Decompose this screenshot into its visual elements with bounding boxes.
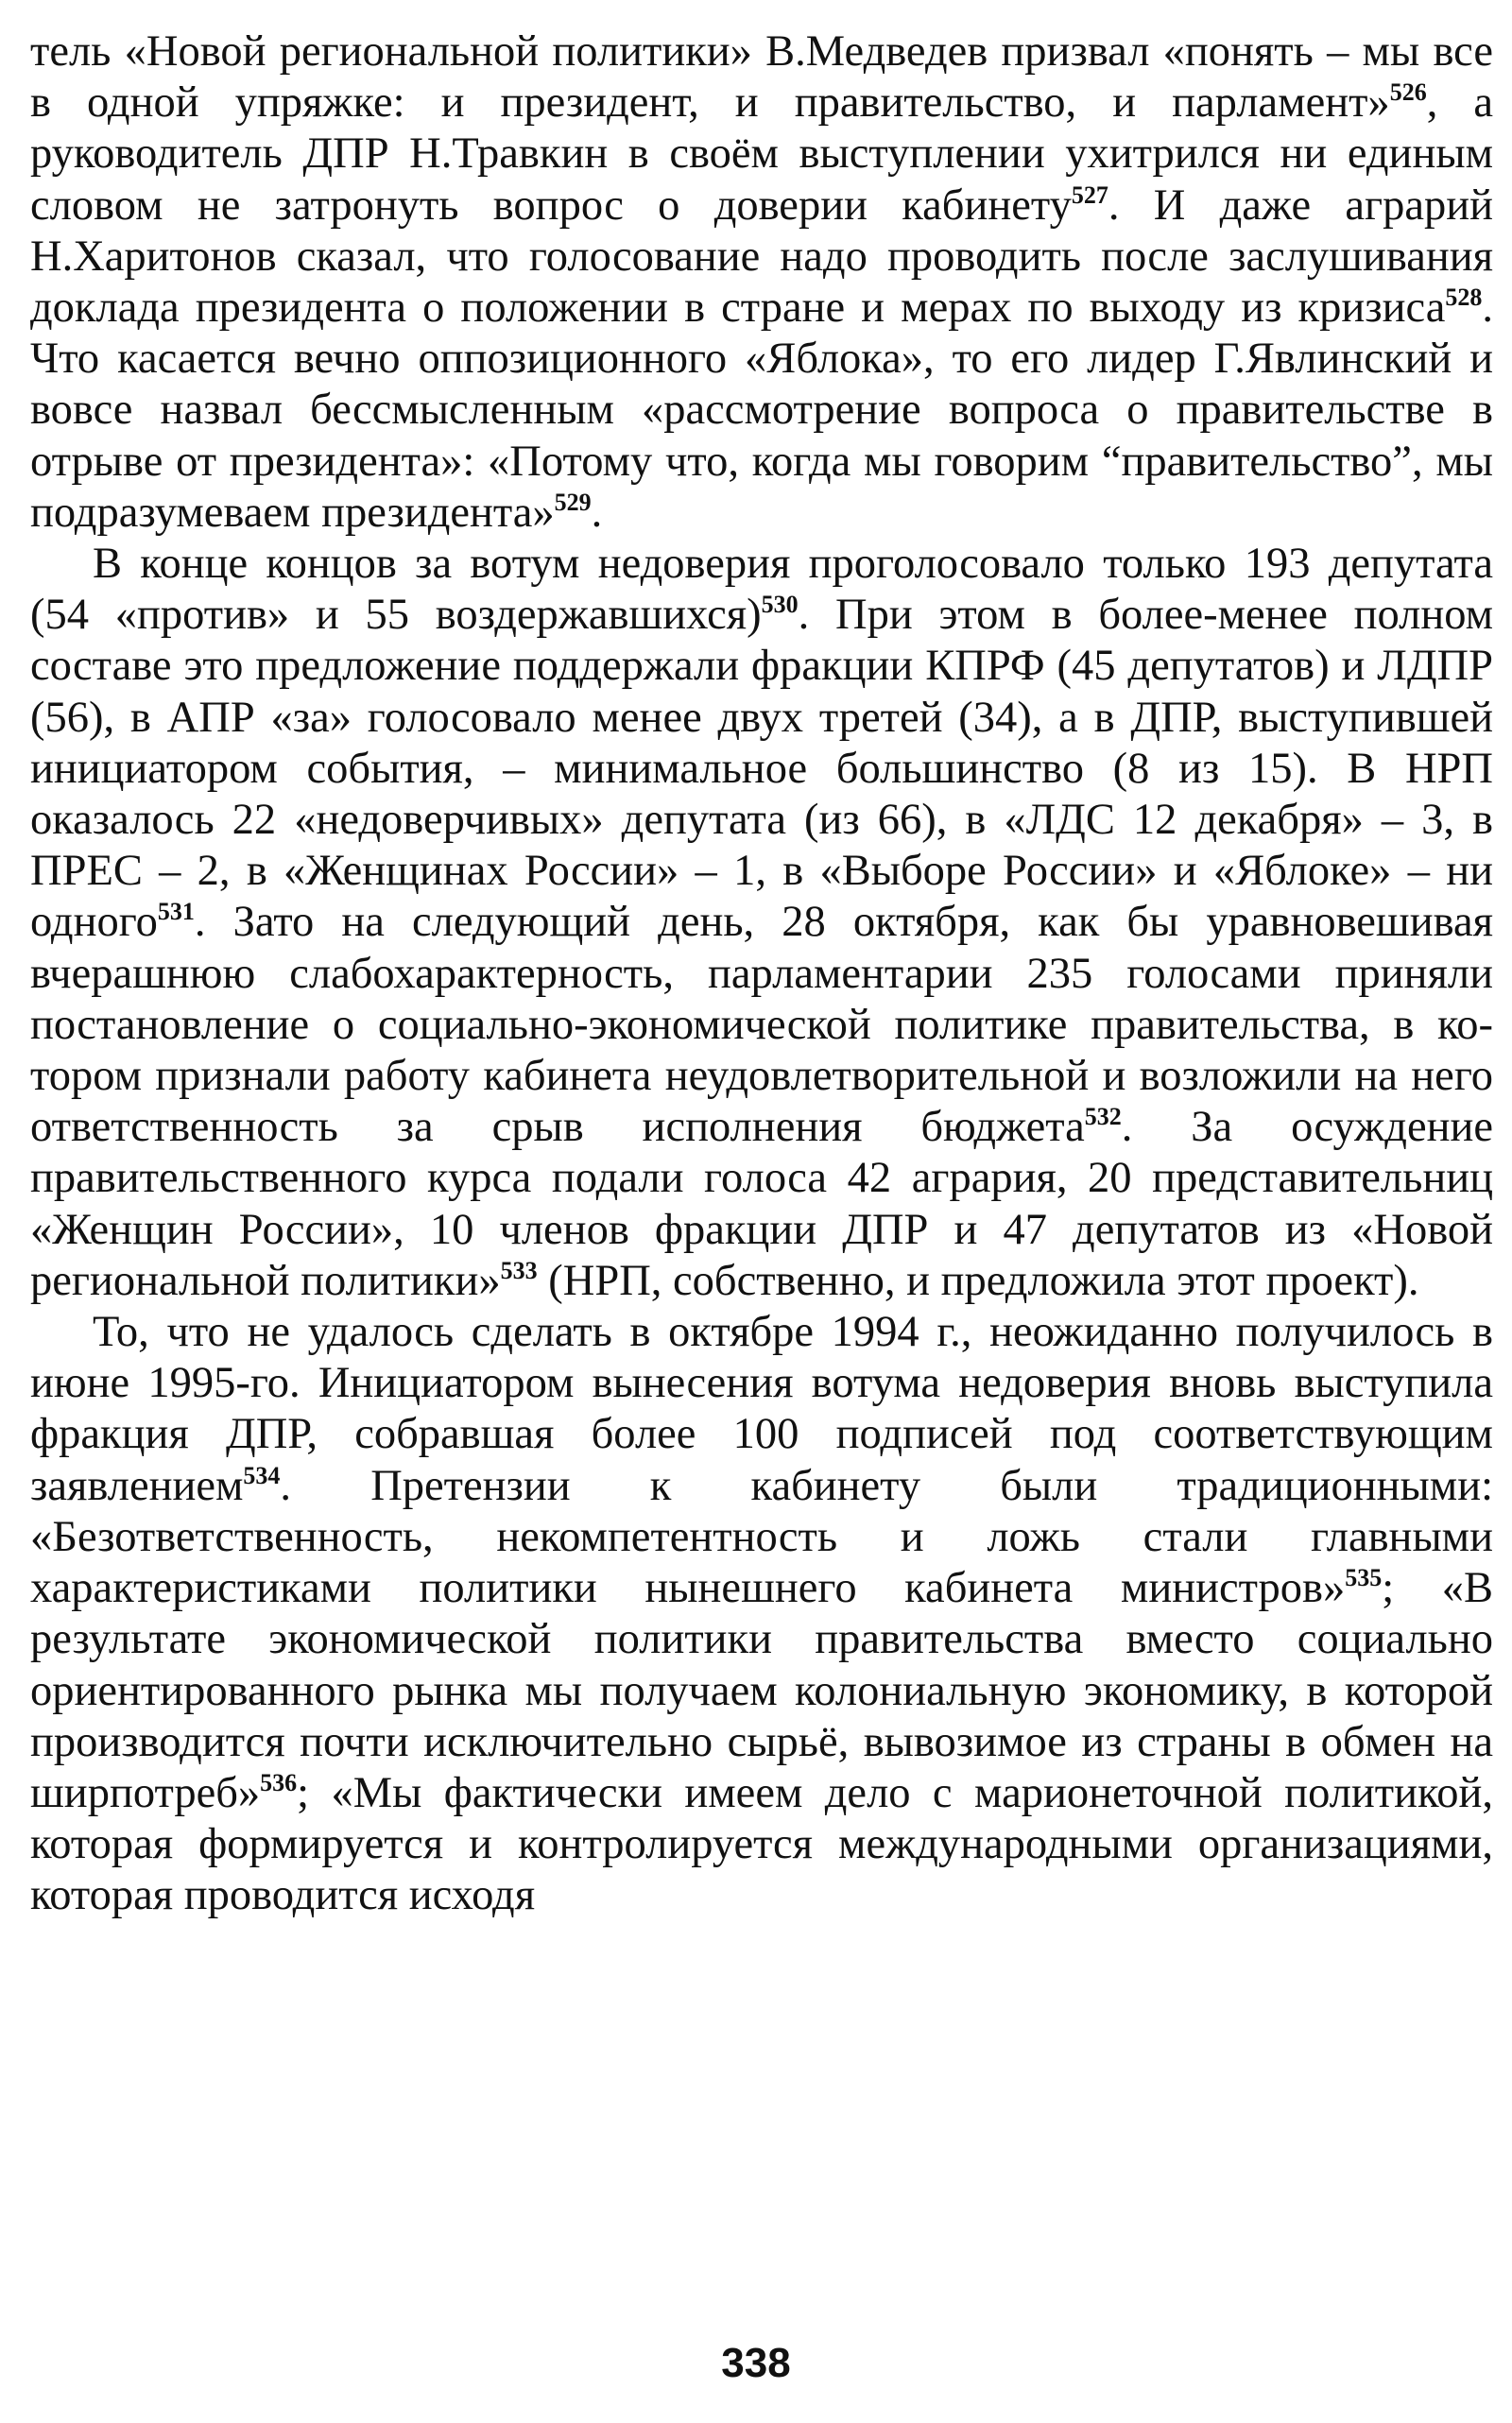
text-run: То, что не удалось сделать в октябре 1994 г., неожиданно получилось в июне 1995-го. Инициатором вынесения вотума недоверия вновь выступила фракция ДПР, собравшая более 100 подписей под соответствующим заявлением — [30, 1308, 1493, 1510]
text-run: ; «Мы фактически имеем дело с марионеточной политикой, которая формируется и контролируется международными организациями, которая проводится исходя — [30, 1768, 1493, 1920]
paragraph-2 — [30, 539, 1493, 1307]
page-body — [30, 26, 1493, 1922]
footnote-ref-532: 532 — [1084, 1103, 1122, 1131]
footnote-ref-535: 535 — [1345, 1564, 1383, 1592]
footnote-ref-529: 529 — [554, 488, 592, 516]
text-run: . При этом в более-менее полном составе это предложение поддержали фракции КПРФ (45 депутатов) и ЛДПР (56), в АПР «за» голосовало менее двух третей (34), а в ДПР, выступившей инициатором события, – минимальное большинство (8 из 15). В НРП оказалось 22 «недоверчивых» депутата (из 66), в «ЛДС 12 декабря» – 3, в ПРЕС – 2, в «Женщинах России» – 1, в «Выборе России» и «Яблоке» – ни одного — [30, 591, 1493, 947]
footnote-ref-528: 528 — [1445, 284, 1483, 312]
text-run: . Зато на следующий день, 28 октября, как бы уравновешивая вчерашнюю слабохарактерность, парламентарии 235 голосами приняли постановление о социально-экономической политике правительства, в котором признали работу кабинета неудовлетворительной и возложили на него ответственность за срыв исполнения бюджета — [30, 898, 1493, 1152]
text-run: . И даже аграрий Н.Харитонов сказал, что голосование надо проводить после заслушивания доклада президента о положении в стране и мерах по выходу из кризиса — [30, 180, 1494, 333]
footnote-ref-530: 530 — [761, 591, 799, 619]
footnote-ref-533: 533 — [500, 1256, 538, 1284]
text-run: , а руководитель ДПР Н.Травкин в своём выступлении ухитрился ни единым словом не затронуть вопрос о доверии кабинету — [30, 78, 1493, 230]
text-run: . — [591, 488, 603, 537]
page-number: 338 — [721, 2340, 791, 2386]
footnote-ref-531: 531 — [157, 898, 195, 926]
text-run: . Претензии к кабинету были традиционными: «Безответственность, некомпетентность и ложь стали главными характеристиками политики нынешнего кабинета министров» — [30, 1461, 1493, 1613]
text-run: ; «В результате экономической политики правительства вместо социально ориентированного рынка мы получаем колониальную экономику, в которой производится почти исключительно сырьё, вывозимое из страны в обмен на ширпотреб» — [30, 1564, 1494, 1817]
text-run: (НРП, собственно, и предложила этот проект). — [537, 1256, 1419, 1305]
footnote-ref-534: 534 — [243, 1461, 281, 1489]
footnote-ref-527: 527 — [1071, 180, 1108, 209]
text-run: В конце концов за вотум недоверия проголосовало только 193 депутата (54 «против» и 55 воздержавшихся) — [30, 540, 1493, 640]
text-run: . За осуждение правительственного курса подали голоса 42 агрария, 20 представительниц «Женщин России», 10 членов фракции ДПР и 47 депутатов из «Новой региональной политики» — [30, 1103, 1493, 1305]
paragraph-1 — [30, 26, 1493, 539]
text-run: тель «Новой региональной политики» В.Медведев призвал «понять – мы все в одной упряжке: и президент, и правительство, и парламент» — [30, 27, 1493, 128]
footnote-ref-536: 536 — [260, 1768, 298, 1796]
paragraph-3 — [30, 1307, 1493, 1921]
footnote-ref-526: 526 — [1389, 78, 1427, 107]
text-run: . Что касается вечно оппозиционного «Яблока», то его лидер Г.Явлинский и вовсе назвал бессмысленным «рассмотрение вопроса о правительстве в отрыве от президента»: «Потому что, когда мы говорим “правительство”, мы подразумеваем президента» — [30, 284, 1493, 537]
